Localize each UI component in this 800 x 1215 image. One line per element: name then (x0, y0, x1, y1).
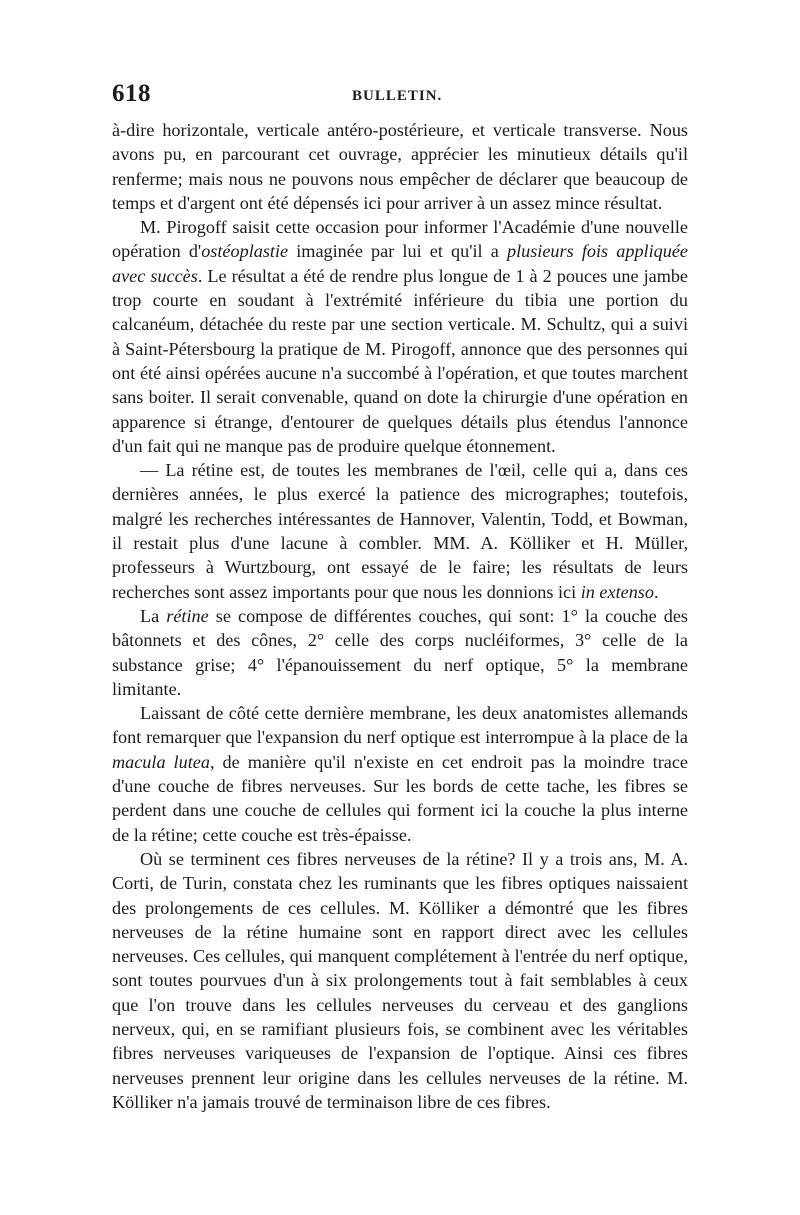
text-run: . (653, 581, 659, 602)
text-run: se compose de différentes couches, qui sont: 1° la couche des bâtonnets et des cônes, 2° celle des corps nucléiformes, 3° celle de la substance grise; 4° l'épanouissement du nerf optique, 5° la membrane limitante. (112, 605, 688, 699)
text-run: M. Pirogoff saisit cette occasion pour informer l'Académie d'une nouvelle opération d' (112, 217, 688, 262)
paragraph-macula (112, 701, 688, 847)
body-text (112, 118, 688, 1114)
page-header (112, 80, 688, 110)
paragraph-retine-intro (112, 458, 688, 604)
italic-term: in extenso (580, 581, 654, 602)
paragraph-retine-couches (112, 604, 688, 701)
paragraph-continuation (112, 118, 688, 215)
italic-term: plusieurs fois appliquée avec succès (112, 241, 688, 286)
italic-term: rétine (166, 605, 209, 626)
italic-term: ostéoplastie (201, 241, 289, 262)
text-run: à-dire horizontale, verticale antéro-postérieure, et verticale transverse. Nous avons pu, en parcourant cet ouvrage, apprécier les minutieux détails qu'il renferme; mais nous ne pouvons nous empêcher de déclarer que beaucoup de temps et d'argent ont été dépensés ici pour arriver à un assez mince résultat. (112, 120, 688, 213)
text-run: Laissant de côté cette dernière membrane, les deux anatomistes allemands font remarquer que l'expansion du nerf optique est interrompue à la place de la (112, 703, 688, 748)
running-head: BULLETIN. (352, 88, 443, 104)
text-run: . Le résultat a été de rendre plus longue de 1 à 2 pouces une jambe trop courte en soudant à l'extrémité inférieure du tibia une portion du calcanéum, détachée du reste par une section verticale. M. Schultz, qui a suivi à Saint-Pétersbourg la pratique de M. Pirogoff, annonce que des personnes qui ont été ainsi opérées aucune n'a succombé à l'opération, et que toutes marchent sans boiter. Il serait convenable, quand on dote la chirurgie d'une opération en apparence si étrange, d'entourer de quelques détails plus étendus l'annonce d'un fait qui ne manque pas de produire quelque étonnement. (112, 265, 689, 456)
italic-term: macula lutea (112, 751, 210, 772)
text-run: La (140, 605, 167, 626)
text-run: Où se terminent ces fibres nerveuses de la rétine? Il y a trois ans, M. A. Corti, de Turin, constata chez les ruminants que les fibres optiques naissaient des prolongements de ces cellules. M. Kölliker a démontré que les fibres nerveuses de la rétine humaine sont en rapport direct avec les cellules nerveuses. Ces cellules, qui manquent complétement à l'entrée du nerf optique, sont toutes pourvues d'un à six prolongements tout à fait semblables à ceux que l'on trouve dans les cellules nerveuses du cerveau et des ganglions nerveux, qui, en se ramifiant plusieurs fois, se combinent avec les véritables fibres nerveuses variqueuses de l'expansion de l'optique. Ainsi ces fibres nerveuses prennent leur origine dans les cellules nerveuses de la rétine. M. Kölliker n'a jamais trouvé de terminaison libre de ces fibres. (112, 848, 688, 1112)
paragraph-fibres (112, 847, 688, 1114)
page-number: 618 (112, 80, 151, 107)
text-run: — La rétine est, de toutes les membranes de l'œil, celle qui a, dans ces dernières années, le plus exercé la patience des micrographes; toutefois, malgré les recherches intéressantes de Hannover, Valentin, Todd, et Bowman, il restait plus d'une lacune à combler. MM. A. Kölliker et H. Müller, professeurs à Wurtzbourg, ont essayé de le faire; les résultats de leurs recherches sont assez importants pour que nous les donnions ici (112, 460, 688, 602)
paragraph-pirogoff (112, 215, 688, 458)
text-run: imaginée par lui et qu'il a (288, 241, 507, 262)
text-run: , de manière qu'il n'existe en cet endroit pas la moindre trace d'une couche de fibres nerveuses. Sur les bords de cette tache, les fibres se perdent dans une couche de cellules qui forment ici la couche la plus interne de la rétine; cette couche est très-épaisse. (112, 751, 688, 845)
